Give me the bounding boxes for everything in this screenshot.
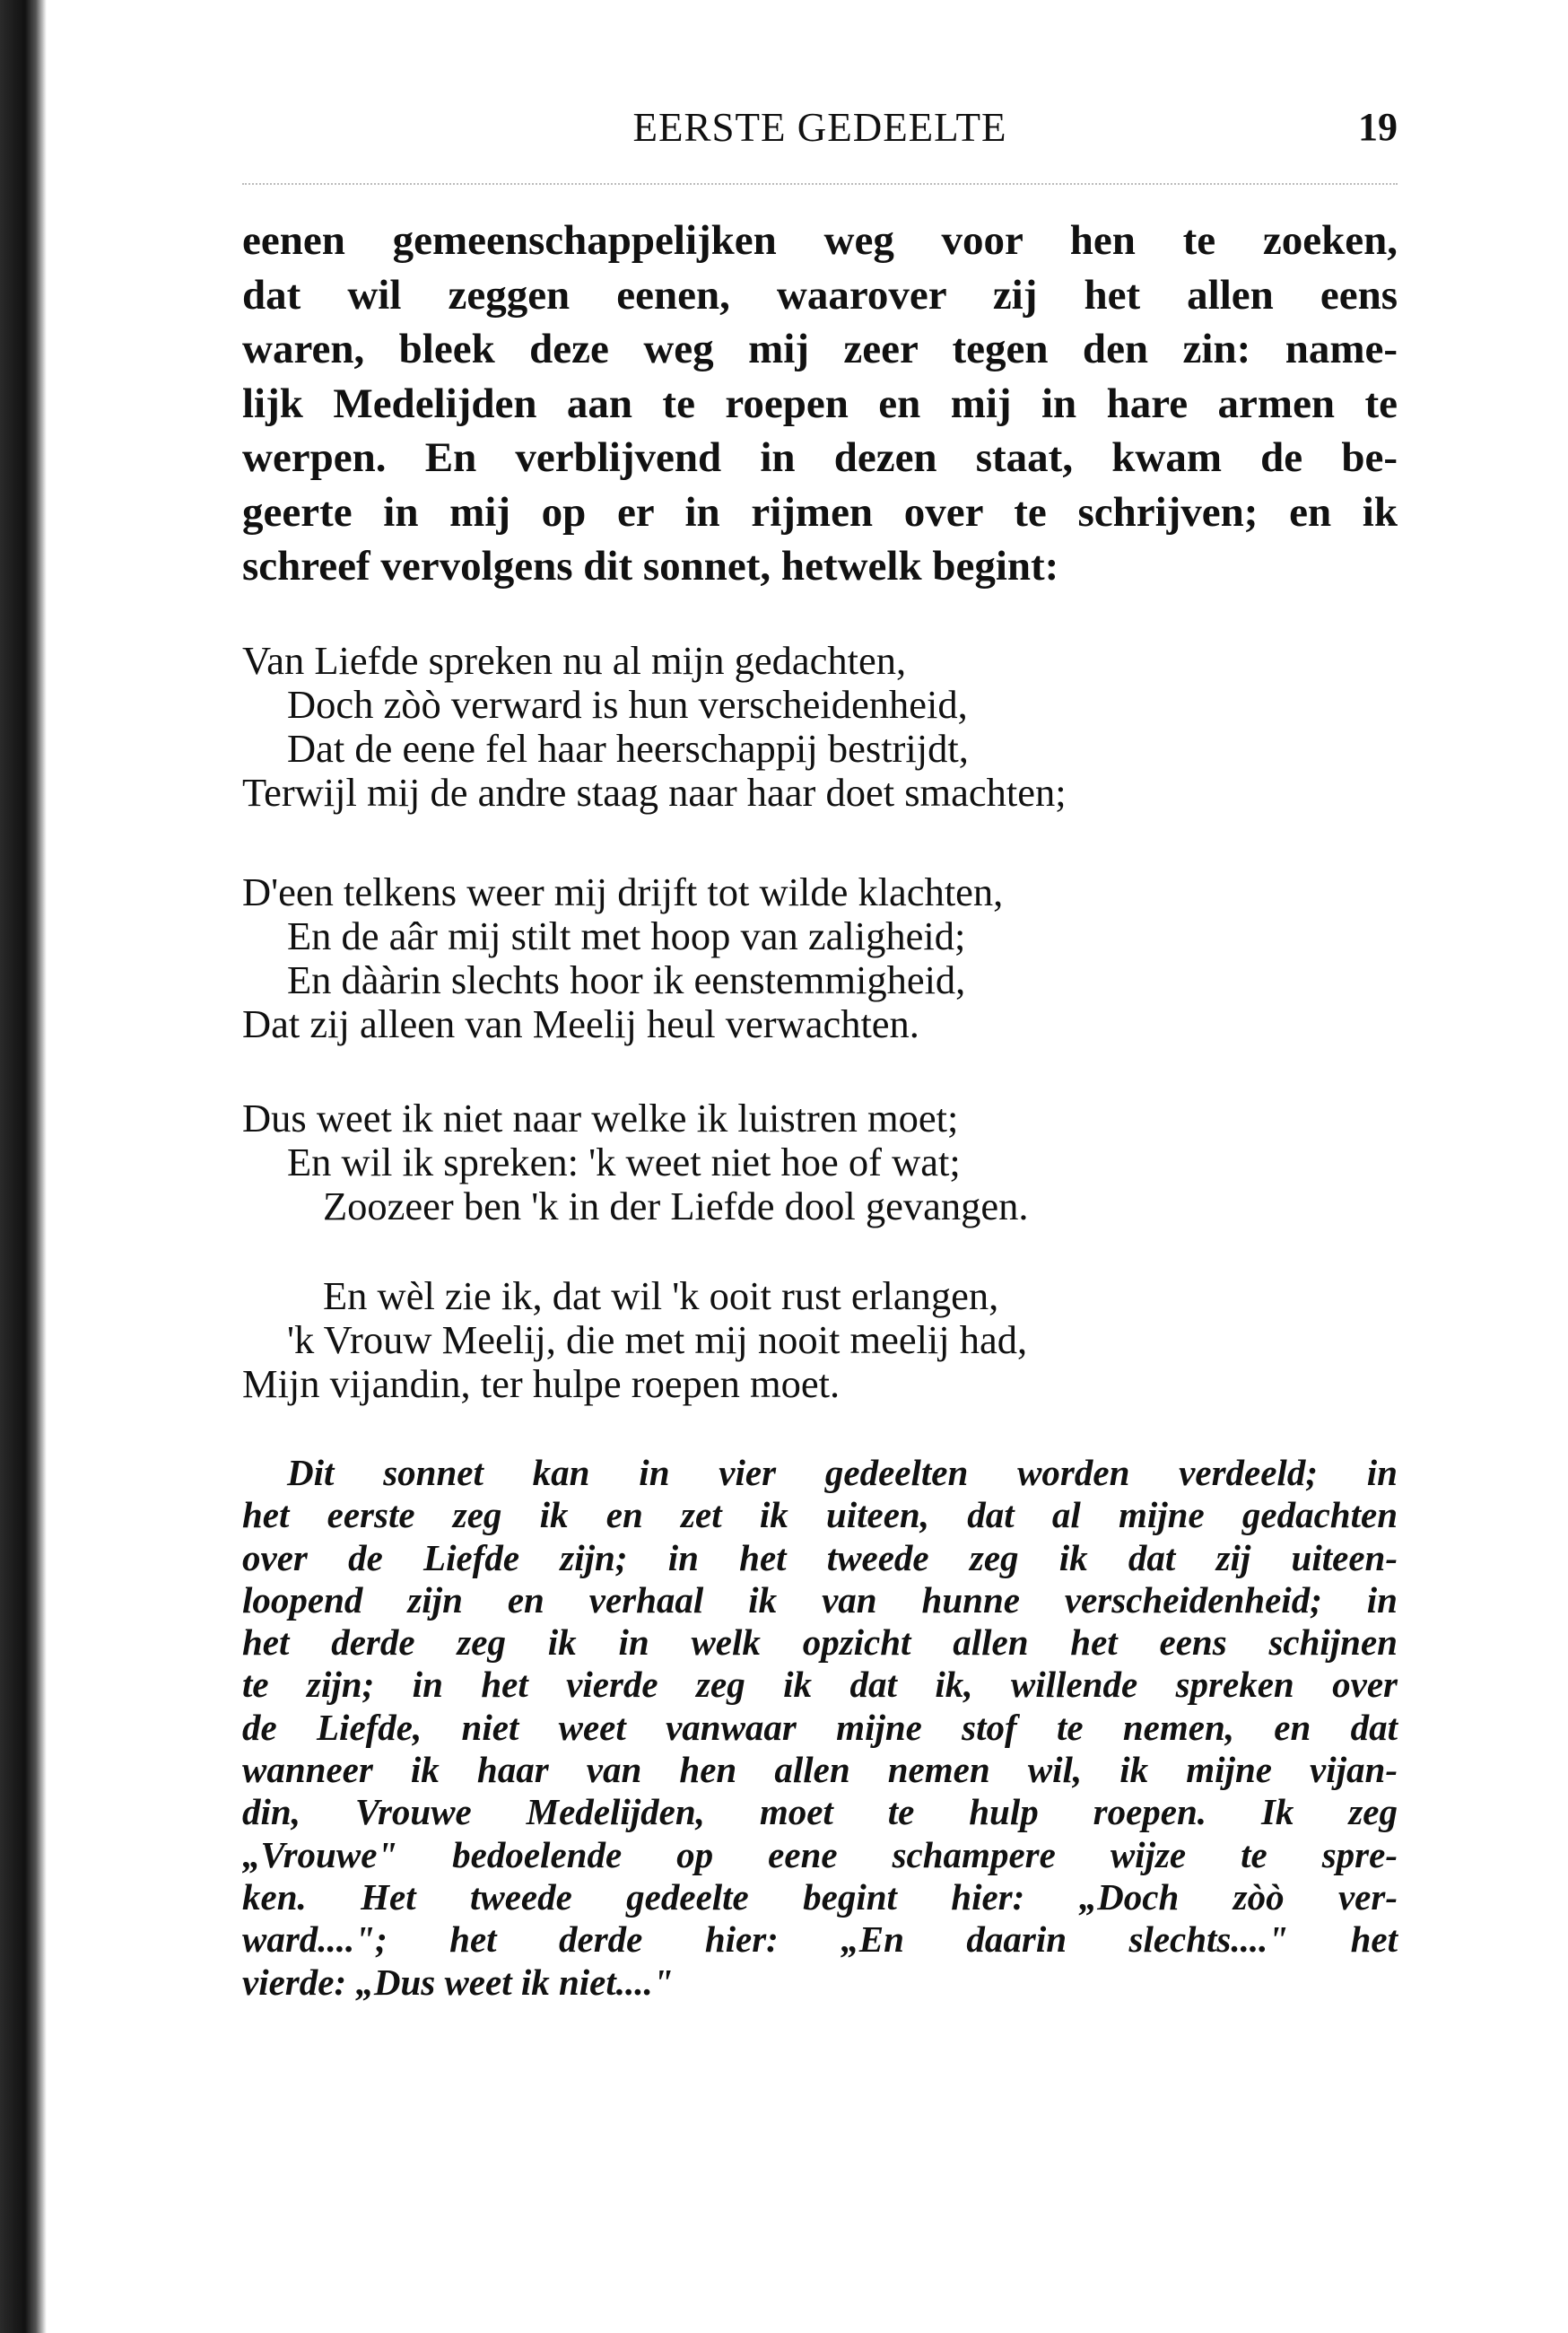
- prose-line: waren, bleek deze weg mij zeer tegen den zin: name-: [242, 326, 1398, 372]
- verse-line: En de aâr mij stilt met hoop van zaligheid;: [287, 913, 966, 958]
- verse-line: Mijn vijandin, ter hulpe roepen moet.: [242, 1361, 841, 1406]
- sonnet-stanza-2: [242, 870, 1398, 1046]
- commentary-line: vierde: „Dus weet ik niet....": [242, 1961, 674, 2003]
- book-binding-edge: [0, 0, 47, 2333]
- prose-line: dat wil zeggen eenen, waarover zij het allen eens: [242, 271, 1398, 319]
- sonnet-stanza-4: [242, 1274, 1398, 1406]
- commentary-line: te zijn; in het vierde zeg ik dat ik, willende spreken over: [242, 1664, 1398, 1706]
- page-header: [242, 104, 1398, 176]
- verse-line: Dus weet ik niet naar welke ik luistren moet;: [242, 1096, 959, 1140]
- commentary-line: het eerste zeg ik en zet ik uiteen, dat al mijne gedachten: [242, 1494, 1398, 1536]
- commentary-line: Dit sonnet kan in vier gedeelten worden verdeeld; in: [287, 1452, 1398, 1493]
- prose-line: lijk Medelijden aan te roepen en mij in hare armen te: [242, 380, 1398, 427]
- header-rule: [242, 183, 1398, 185]
- commentary-line: ward...."; het derde hier: „En daarin slechts...." het: [242, 1918, 1398, 1961]
- verse-line: Dat zij alleen van Meelij heul verwachten.: [242, 1001, 919, 1046]
- running-head: EERSTE GEDEELTE: [632, 105, 1007, 150]
- verse-line: En wil ik spreken: 'k weet niet hoe of wat;: [287, 1140, 961, 1184]
- prose-line: werpen. En verblijvend in dezen staat, kwam de be-: [242, 434, 1398, 481]
- commentary-line: din, Vrouwe Medelijden, moet te hulp roepen. Ik zeg: [242, 1791, 1398, 1833]
- commentary-line: over de Liefde zijn; in het tweede zeg ik dat zij uiteen-: [242, 1536, 1398, 1578]
- commentary-line: wanneer ik haar van hen allen nemen wil, ik mijne vijan-: [242, 1749, 1398, 1791]
- commentary-line: de Liefde, niet weet vanwaar mijne stof te nemen, en dat: [242, 1706, 1398, 1748]
- sonnet-stanza-3: [242, 1097, 1398, 1228]
- verse-line: Dat de eene fel haar heerschappij bestrijdt,: [287, 726, 969, 771]
- prose-line: schreef vervolgens dit sonnet, hetwelk begint:: [242, 543, 1059, 590]
- verse-line: D'een telkens weer mij drijft tot wilde klachten,: [242, 869, 1004, 914]
- verse-line: Terwijl mij de andre staag naar haar doet smachten;: [242, 770, 1067, 815]
- commentary-line: loopend zijn en verhaal ik van hunne verscheidenheid; in: [242, 1578, 1398, 1621]
- verse-line: En dààrin slechts hoor ik eenstemmigheid,: [287, 957, 966, 1002]
- page-number: 19: [1358, 105, 1398, 149]
- commentary-line: „Vrouwe" bedoelende op eene schampere wijze te spre-: [242, 1833, 1398, 1875]
- commentary-paragraph: [242, 1452, 1398, 2004]
- prose-line: geerte in mij op er in rijmen over te schrijven; en ik: [242, 488, 1398, 536]
- verse-line: En wèl zie ik, dat wil 'k ooit rust erlangen,: [323, 1273, 999, 1318]
- verse-line: Doch zòò verward is hun verscheidenheid,: [287, 682, 968, 727]
- sonnet-stanza-1: [242, 639, 1398, 815]
- verse-line: Van Liefde spreken nu al mijn gedachten,: [242, 638, 907, 683]
- prose-paragraph: [242, 214, 1398, 594]
- verse-line: 'k Vrouw Meelij, die met mij nooit meelij had,: [287, 1317, 1028, 1362]
- commentary-line: ken. Het tweede gedeelte begint hier: „Doch zòò ver-: [242, 1875, 1398, 1918]
- commentary-line: het derde zeg ik in welk opzicht allen het eens schijnen: [242, 1621, 1398, 1664]
- prose-line: eenen gemeenschappelijken weg voor hen te zoeken,: [242, 217, 1398, 264]
- verse-line: Zoozeer ben 'k in der Liefde dool gevangen.: [323, 1184, 1029, 1228]
